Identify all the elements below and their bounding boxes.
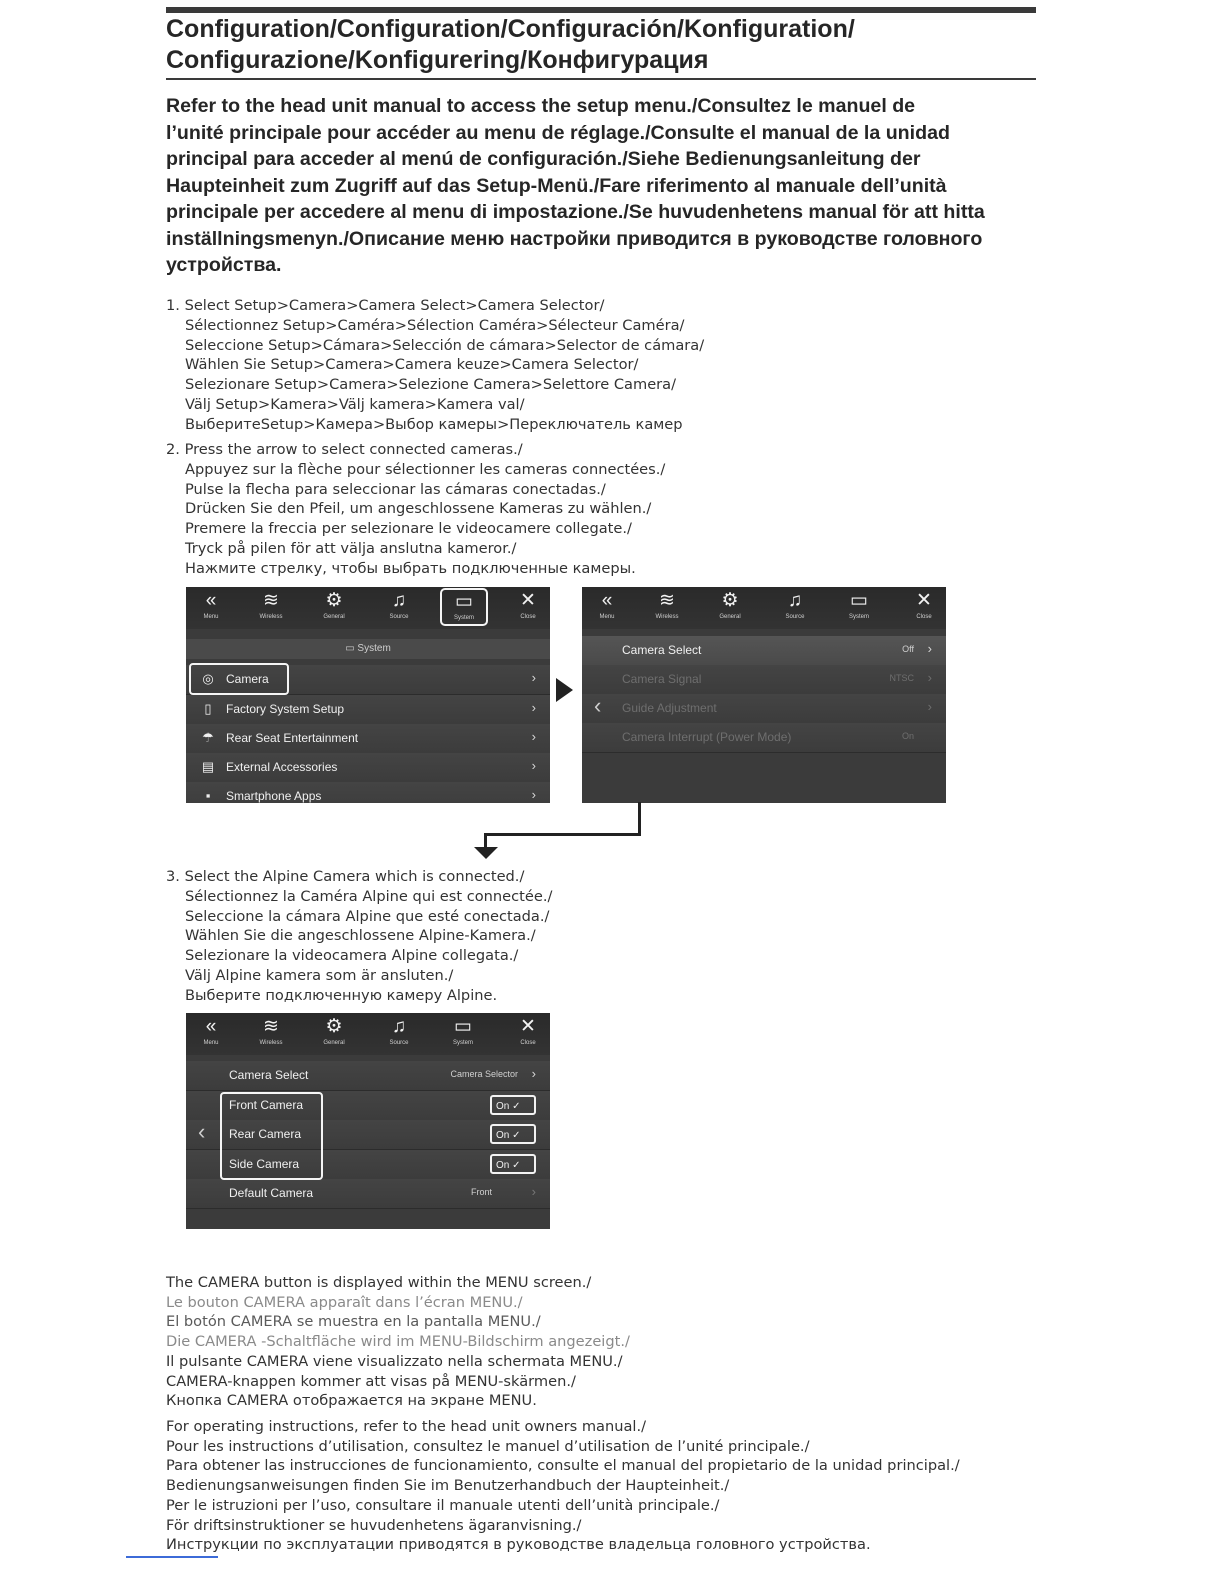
back-chevron-icon: « <box>601 590 613 611</box>
top-rule <box>166 7 1036 13</box>
step-1-line: Seleccione Setup>Cámara>Selección de cámara>Selector de cámara/ <box>185 336 705 354</box>
wireless-button[interactable] <box>642 589 692 627</box>
menu-button[interactable] <box>186 1015 236 1053</box>
phone-icon: ▯ <box>204 701 212 716</box>
step-1 <box>166 296 704 435</box>
close-icon: ✕ <box>520 1016 536 1037</box>
wifi-icon: ≋ <box>263 1016 279 1037</box>
side-camera-toggle[interactable]: On ✓ <box>490 1154 536 1174</box>
row-label: Camera Select <box>622 643 702 657</box>
step-3-line: Seleccione la cámara Alpine que esté conectada./ <box>185 907 550 925</box>
monitor-icon: ▭ <box>454 1016 472 1037</box>
wifi-icon: ≋ <box>659 590 675 611</box>
general-label: General <box>719 614 741 620</box>
row-label: Camera Signal <box>622 672 702 686</box>
close-icon: ✕ <box>520 590 536 611</box>
note-line: CAMERA-knappen kommer att visas på MENU-skärmen./ <box>166 1372 576 1390</box>
menu-button[interactable] <box>582 589 632 627</box>
row-value: NTSC <box>889 673 914 683</box>
intro-line: inställningsmenyn./Описание меню настройки приводится в руководстве головного <box>166 227 983 250</box>
note-camera-button <box>166 1273 630 1411</box>
note-line: For operating instructions, refer to the head unit owners manual./ <box>166 1418 647 1435</box>
step-1-line: ВыберитеSetup>Камера>Выбор камеры>Переключатель камер <box>185 415 683 433</box>
default-camera-row[interactable] <box>186 1179 550 1209</box>
screen-header <box>186 1013 550 1055</box>
wireless-label: Wireless <box>259 614 283 620</box>
accessories-icon: ▤ <box>201 759 215 774</box>
camera-icon: ◎ <box>202 671 214 686</box>
camera-interrupt-row <box>582 723 946 753</box>
step-2-line: Нажмите стрелку, чтобы выбрать подключенные камеры. <box>185 559 636 577</box>
step-2-line: Appuyez sur la flèche pour sélectionner les cameras connectées./ <box>185 460 666 478</box>
camera-list-highlight-box <box>220 1092 323 1180</box>
note-line: Pour les instructions d’utilisation, consultez le manuel d’utilisation de l’unité principale./ <box>166 1437 810 1455</box>
camera-select-row[interactable] <box>186 1061 550 1091</box>
camera-highlight-box <box>189 663 289 695</box>
guide-adjustment-row <box>582 694 946 724</box>
system-button[interactable] <box>438 1015 488 1053</box>
gear-icon: ⚙ <box>721 590 739 611</box>
system-button[interactable] <box>440 588 488 626</box>
step-2-line: Drücken Sie den Pfeil, um angeschlossene Kameras zu wählen./ <box>185 500 652 518</box>
intro-line: principale per accedere al menu di impostazione./Se huvudenhetens manual för att hitta <box>166 201 985 223</box>
general-button[interactable] <box>309 589 359 627</box>
intro-line: Haupteinheit zum Zugriff auf das Setup-Menü./Fare riferimento al manuale dell’unità <box>166 174 947 197</box>
close-button[interactable] <box>503 589 550 627</box>
monitor-icon: ▭ <box>850 590 868 611</box>
close-button[interactable] <box>503 1015 550 1053</box>
menu-label: Menu <box>203 1040 219 1046</box>
chevron-right-icon: › <box>927 641 932 656</box>
row-value: Off <box>902 644 914 654</box>
note-line: Die CAMERA -Schaltfläche wird im MENU-Bildschirm angezeigt./ <box>166 1333 630 1351</box>
note-line: Para obtener las instrucciones de funcionamiento, consulte el manual del propietario de la unidad principal./ <box>166 1457 960 1475</box>
camera-select-row[interactable] <box>582 636 946 666</box>
row-label: Side Camera <box>229 1157 300 1171</box>
close-label: Close <box>520 1040 536 1046</box>
close-label: Close <box>916 614 932 620</box>
row-label: Guide Adjustment <box>622 701 717 715</box>
intro-paragraph <box>166 93 1041 279</box>
general-button[interactable] <box>705 589 755 627</box>
menu-item-label: External Accessories <box>226 760 338 774</box>
step-1-line: Sélectionnez Setup>Caméra>Sélection Caméra>Sélecteur Caméra/ <box>185 316 685 334</box>
note-line: The CAMERA button is displayed within the MENU screen./ <box>166 1274 592 1291</box>
step-2 <box>166 440 665 579</box>
general-button[interactable] <box>309 1015 359 1053</box>
rear-camera-toggle[interactable]: On ✓ <box>490 1124 536 1144</box>
step-1-line: Välj Setup>Kamera>Välj kamera>Kamera val/ <box>185 395 525 413</box>
flow-connector <box>484 833 487 847</box>
music-icon: ♫ <box>391 590 407 611</box>
side-back-arrow-icon[interactable]: ‹ <box>594 693 602 718</box>
step-1-line: Selezionare Setup>Camera>Selezione Camera>Selettore Camera/ <box>185 376 677 394</box>
next-arrow-icon <box>556 678 573 702</box>
screen-header <box>582 587 946 629</box>
gear-icon: ⚙ <box>325 590 343 611</box>
system-label: System <box>453 615 474 621</box>
down-arrow-icon <box>474 847 498 859</box>
source-label: Source <box>389 614 409 620</box>
monitor-icon: ▭ <box>455 591 473 612</box>
menu-item-factory-system-setup[interactable] <box>186 695 550 725</box>
wireless-label: Wireless <box>259 1040 283 1046</box>
menu-item-smartphone-apps[interactable] <box>186 782 550 803</box>
music-icon: ♫ <box>787 590 803 611</box>
back-chevron-icon: « <box>205 590 217 611</box>
menu-item-rear-seat-entertainment[interactable] <box>186 724 550 754</box>
step-2-line: Tryck på pilen för att välja anslutna kameror./ <box>185 539 517 557</box>
note-line: Bedienungsanweisungen finden Sie im Benutzerhandbuch der Haupteinheit./ <box>166 1477 730 1495</box>
screen-camera-selector <box>186 1013 550 1229</box>
row-label: Camera Interrupt (Power Mode) <box>622 730 792 744</box>
menu-item-label: Smartphone Apps <box>226 789 322 803</box>
title-line-2: Configurazione/Konfigurering/Конфигурация <box>166 46 709 74</box>
note-line: Инструкции по эксплуатации приводятся в руководстве владельца головного устройства. <box>166 1536 871 1554</box>
flow-connector <box>638 802 641 836</box>
close-label: Close <box>520 614 536 620</box>
menu-button[interactable] <box>186 589 236 627</box>
step-2-line: 2. Press the arrow to select connected cameras./ <box>166 441 523 458</box>
step-1-line: 1. Select Setup>Camera>Camera Select>Camera Selector/ <box>166 297 605 314</box>
screen-camera-settings <box>582 587 946 803</box>
row-value: On <box>901 731 914 741</box>
page-title <box>166 14 1036 80</box>
note-operating-instructions <box>166 1417 960 1555</box>
wireless-button[interactable] <box>246 1015 296 1053</box>
note-line: För driftsinstruktioner se huvudenhetens ägaranvisning./ <box>166 1516 582 1534</box>
chevron-right-icon: › <box>531 670 536 685</box>
source-label: Source <box>389 1040 409 1046</box>
intro-line: principal para acceder al menú de configuración./Siehe Bedienungsanleitung der <box>166 148 921 170</box>
chevron-right-icon: › <box>927 699 932 714</box>
row-label: Rear Camera <box>229 1127 302 1141</box>
note-line: Per le istruzioni per l’uso, consultare il manuale utenti dell’unità principale./ <box>166 1496 720 1514</box>
step-3-line: Selezionare la videocamera Alpine collegata./ <box>185 947 519 965</box>
chevron-right-icon: › <box>531 1184 536 1199</box>
close-button[interactable] <box>899 589 946 627</box>
title-line-1: Configuration/Configuration/Configuración/Konfiguration/ <box>166 15 855 43</box>
seat-icon: ☂ <box>202 730 214 745</box>
menu-label: Menu <box>203 614 219 620</box>
wireless-button[interactable] <box>246 589 296 627</box>
intro-line: Refer to the head unit manual to access the setup menu./Consultez le manuel de <box>166 95 916 117</box>
gear-icon: ⚙ <box>325 1016 343 1037</box>
source-button[interactable] <box>770 589 820 627</box>
menu-label: Menu <box>599 614 615 620</box>
menu-item-label: Rear Seat Entertainment <box>226 731 359 745</box>
general-label: General <box>323 1040 345 1046</box>
row-label: Default Camera <box>229 1186 314 1200</box>
wifi-icon: ≋ <box>263 590 279 611</box>
chevron-right-icon: › <box>531 729 536 744</box>
row-value: Front <box>470 1187 492 1197</box>
step-3-line: 3. Select the Alpine Camera which is connected./ <box>166 868 525 885</box>
flow-connector <box>484 833 641 836</box>
general-label: General <box>323 614 345 620</box>
source-button[interactable] <box>374 589 424 627</box>
source-button[interactable] <box>374 1015 424 1053</box>
note-line: Le bouton CAMERA apparaît dans l’écran MENU./ <box>166 1293 523 1311</box>
note-line: El botón CAMERA se muestra en la pantalla MENU./ <box>166 1313 541 1331</box>
step-3-line: Выберите подключенную камеру Alpine. <box>185 986 498 1004</box>
front-camera-toggle[interactable]: On ✓ <box>490 1095 536 1115</box>
step-3 <box>166 867 552 1006</box>
chevron-right-icon: › <box>531 787 536 802</box>
row-label: Front Camera <box>229 1098 304 1112</box>
chevron-right-icon: › <box>531 1066 536 1081</box>
chevron-right-icon: › <box>927 670 932 685</box>
wireless-label: Wireless <box>655 614 679 620</box>
note-line: Il pulsante CAMERA viene visualizzato nella schermata MENU./ <box>166 1352 623 1370</box>
step-3-line: Sélectionnez la Caméra Alpine qui est connectée./ <box>185 887 553 905</box>
system-label: System <box>848 614 869 620</box>
step-3-line: Välj Alpine kamera som är ansluten./ <box>185 966 454 984</box>
side-back-arrow-icon[interactable]: ‹ <box>198 1119 206 1144</box>
chevron-right-icon: › <box>531 758 536 773</box>
intro-line: l’unité principale pour accéder au menu de réglage./Consulte el manual de la unidad <box>166 121 950 144</box>
step-2-line: Premere la freccia per selezionare le videocamere collegate./ <box>185 520 632 538</box>
system-button[interactable] <box>834 589 884 627</box>
screen-system-menu <box>186 587 550 803</box>
blue-underline <box>126 1556 218 1558</box>
step-1-line: Wählen Sie Setup>Camera>Camera keuze>Camera Selector/ <box>185 356 639 374</box>
close-icon: ✕ <box>916 590 932 611</box>
step-2-line: Pulse la flecha para seleccionar las cámaras conectadas./ <box>185 480 606 498</box>
system-label: System <box>452 1040 473 1046</box>
step-3-line: Wählen Sie die angeschlossene Alpine-Kamera./ <box>185 927 536 945</box>
menu-item-label: Camera <box>226 672 269 686</box>
note-line: Кнопка CAMERA отображается на экране MENU. <box>166 1392 537 1410</box>
row-value: Camera Selector <box>450 1069 518 1079</box>
screen-header <box>186 587 550 629</box>
source-label: Source <box>785 614 805 620</box>
menu-item-label: Factory System Setup <box>226 702 345 716</box>
row-label: Camera Select <box>229 1068 309 1082</box>
apps-icon: ▪ <box>205 788 211 803</box>
chevron-right-icon: › <box>531 700 536 715</box>
camera-signal-row <box>582 665 946 695</box>
menu-item-external-accessories[interactable] <box>186 753 550 783</box>
system-section-bar: ▭ System <box>186 639 550 659</box>
back-chevron-icon: « <box>205 1016 217 1037</box>
music-icon: ♫ <box>391 1016 407 1037</box>
intro-line: устройства. <box>166 254 282 276</box>
